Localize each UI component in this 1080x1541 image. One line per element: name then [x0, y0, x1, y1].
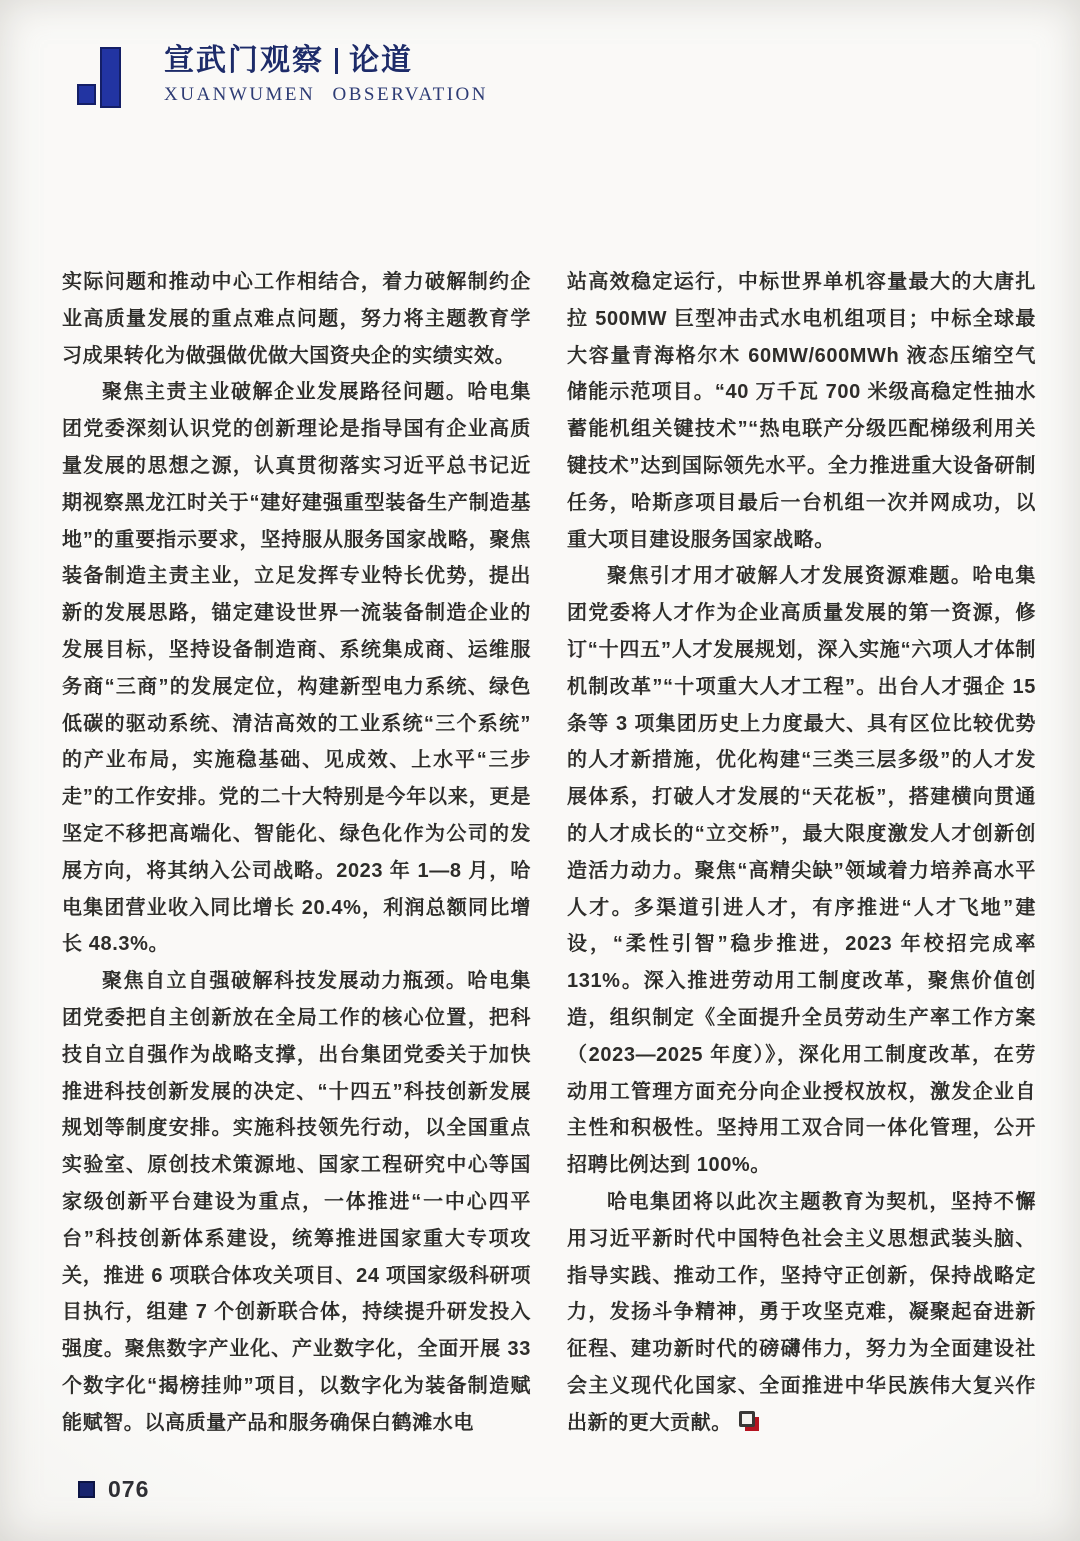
- paragraph: 实际问题和推动中心工作相结合，着力破解制约企业高质量发展的重点难点问题，努力将主题教育学习成果转化为做强做优做大国资央企的实绩实效。: [62, 271, 531, 367]
- article-end-mark-icon: [739, 1411, 762, 1432]
- brand-title: [164, 44, 488, 77]
- paragraph: 聚焦主责主业破解企业发展路径问题。哈电集团党委深刻认识党的创新理论是指导国有企业高质量发展的思想之源，认真贯彻落实习近平总书记近期视察黑龙江时关于“建好建强重型装备生产制造基地”的重要指示要求，坚持服从服务国家战略，聚焦装备制造主责主业，立足发挥专业特长优势，提出新的发展思路，锚定建设世界一流装备制造企业的发展目标，坚持设备制造商、系统集成商、运维服务商“三商”的发展定位，构建新型电力系统、绿色低碳的驱动系统、清洁高效的工业系统“三个系统”的产业布局，实施稳基础、见成效、上水平“三步走”的工作安排。党的二十大特别是今年以来，更是坚定不移把高端化、智能化、绿色化作为公司的发展方向，将其纳入公司战略。2023 年 1—8 月，哈电集团营业收入同比增长 20.4%，利润总额同比增长 48.3%。: [62, 381, 531, 956]
- brand-title-cn: 宣武门观察: [164, 44, 324, 77]
- page-header: [74, 44, 488, 112]
- brand-text: [164, 44, 488, 106]
- logo-bar-tall: [100, 47, 121, 108]
- xuanwumen-logo-icon: [74, 44, 124, 112]
- paragraph: 站高效稳定运行，中标世界单机容量最大的大唐扎拉 500MW 巨型冲击式水电机组项目；中标全球最大容量青海格尔木 60MW/600MWh 液态压缩空气储能示范项目。“40 万千瓦 700 米级高稳定性抽水蓄能机组关键技术”“热电联产分级匹配梯级利用关键技术”达到国际领先水平。全力推进重大设备研制任务，哈斯彦项目最后一台机组一次并网成功，以重大项目建设服务国家战略。: [567, 271, 1036, 551]
- paragraph: 哈电集团将以此次主题教育为契机，坚持不懈用习近平新时代中国特色社会主义思想武装头脑、指导实践、推动工作，坚持守正创新，保持战略定力，发扬斗争精神，勇于攻坚克难，凝聚起奋进新征程、建功新时代的磅礴伟力，努力为全面建设社会主义现代化国家、全面推进中华民族伟大复兴作出新的更大贡献。: [567, 1190, 1036, 1434]
- footer-square-icon: [78, 1481, 95, 1498]
- right-column: [567, 264, 1036, 1442]
- end-mark-white-square: [739, 1411, 755, 1427]
- page-footer: [78, 1476, 149, 1503]
- page-number: 076: [108, 1476, 150, 1502]
- title-divider: [335, 48, 338, 74]
- brand-section-cn: 论道: [349, 44, 413, 77]
- article-body: [62, 264, 1036, 1442]
- brand-subtitle-en: XUANWUMEN OBSERVATION: [164, 84, 488, 105]
- paragraph: 聚焦自立自强破解科技发展动力瓶颈。哈电集团党委把自主创新放在全局工作的核心位置，把科技自立自强作为战略支撑，出台集团党委关于加快推进科技创新发展的决定、“十四五”科技创新发展规划等制度安排。实施科技领先行动，以全国重点实验室、原创技术策源地、国家工程研究中心等国家级创新平台建设为重点，一体推进“一中心四平台”科技创新体系建设，统筹推进国家重大专项攻关，推进 6 项联合体攻关项目、24 项国家级科研项目执行，组建 7 个创新联合体，持续提升研发投入强度。聚焦数字产业化、产业数字化，全面开展 33 个数字化“揭榜挂帅”项目，以数字化为装备制造赋能赋智。以高质量产品和服务确保白鹤滩水电: [62, 970, 531, 1434]
- left-column: [62, 264, 531, 1442]
- paragraph: 聚焦引才用才破解人才发展资源难题。哈电集团党委将人才作为企业高质量发展的第一资源，修订“十四五”人才发展规划，深入实施“六项人才体制机制改革”“十项重大人才工程”。出台人才强企 15 条等 3 项集团历史上力度最大、具有区位比较优势的人才新措施，优化构建“三类三层多级”的人才发展体系，打破人才发展的“天花板”，搭建横向贯通的人才成长的“立交桥”，最大限度激发人才创新创造活力动力。聚焦“高精尖缺”领域着力培养高水平人才。多渠道引进人才，有序推进“人才飞地”建设，“柔性引智”稳步推进，2023 年校招完成率 131%。深入推进劳动用工制度改革，聚焦价值创造，组织制定《全面提升全员劳动生产率工作方案（2023—2025 年度）》，深化用工制度改革，在劳动用工管理方面充分向企业授权放权，激发企业自主性和积极性。坚持用工双合同一体化管理，公开招聘比例达到 100%。: [567, 565, 1036, 1177]
- logo-bar-small: [77, 84, 96, 105]
